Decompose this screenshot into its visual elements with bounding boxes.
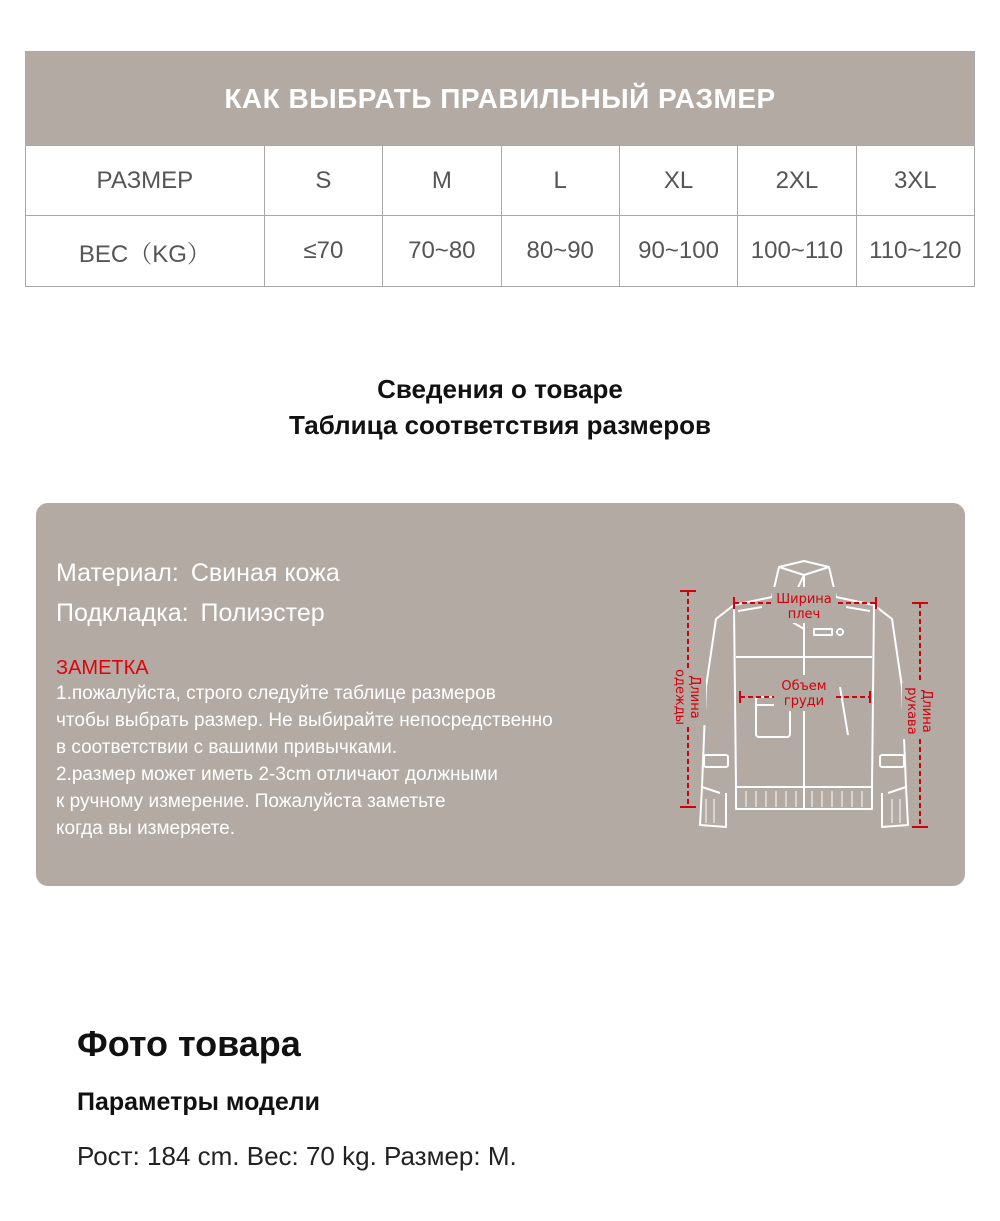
material-value: Свиная кожа — [190, 559, 340, 587]
model-params-title: Параметры модели — [77, 1088, 321, 1116]
shoulder-label-2: плеч — [787, 607, 821, 622]
weight-m: 70~80 — [382, 216, 500, 286]
chest-label-2: груди — [783, 694, 825, 709]
size-l: L — [501, 146, 619, 215]
weight-header-label: ВЕС（KG） — [78, 240, 211, 268]
sleeve-label-2: рукава — [904, 687, 919, 735]
size-3xl: 3XL — [856, 146, 974, 215]
size-row-sizes — [26, 146, 974, 215]
lining-value: Полиэстер — [200, 599, 325, 627]
size-table — [25, 51, 975, 287]
info-heading — [0, 371, 1000, 443]
jacket-measurement-diagram — [654, 557, 954, 847]
weight-l: 80~90 — [501, 216, 619, 286]
weight-xl: 90~100 — [619, 216, 737, 286]
material-label: Материал: — [56, 559, 179, 587]
weight-3xl: 110~120 — [856, 216, 974, 286]
chest-label-1: Объем — [781, 679, 827, 694]
model-params-text: Рост: 184 cm. Вес: 70 kg. Размер: M. — [77, 1141, 517, 1171]
weight-2xl: 100~110 — [737, 216, 855, 286]
size-s: S — [264, 146, 382, 215]
size-m: M — [382, 146, 500, 215]
note-line-1: 1.пожалуйста, строго следуйте таблице размеров — [56, 683, 496, 704]
info-heading-line2: Таблица соответствия размеров — [289, 410, 711, 440]
info-heading-line1: Сведения о товаре — [377, 374, 623, 404]
length-label-2: одежды — [672, 669, 687, 725]
note-line-6: когда вы измеряете. — [56, 818, 235, 839]
note-line-4: 2.размер может иметь 2-3cm отличают должными — [56, 764, 498, 785]
size-2xl: 2XL — [737, 146, 855, 215]
sleeve-label-1: Длина — [919, 689, 934, 733]
note-line-3: в соответствии с вашими привычками. — [56, 737, 398, 758]
lining-label: Подкладка: — [56, 599, 189, 627]
note-title: ЗАМЕТКА — [56, 657, 149, 679]
photo-section-title: Фото товара — [77, 1023, 301, 1064]
size-table-title: КАК ВЫБРАТЬ ПРАВИЛЬНЫЙ РАЗМЕР — [26, 52, 974, 146]
info-panel — [36, 503, 965, 886]
length-label-1: Длина — [687, 675, 702, 719]
lining-spec — [56, 599, 325, 628]
size-xl: XL — [619, 146, 737, 215]
note-line-2: чтобы выбрать размер. Не выбирайте непосредственно — [56, 710, 553, 731]
size-row-weights — [26, 215, 974, 286]
material-spec — [56, 559, 340, 588]
note-line-5: к ручному измерение. Пожалуйста заметьте — [56, 791, 446, 812]
shoulder-label-1: Ширина — [776, 592, 832, 607]
size-header-label: РАЗМЕР — [96, 166, 194, 194]
weight-s: ≤70 — [264, 216, 382, 286]
